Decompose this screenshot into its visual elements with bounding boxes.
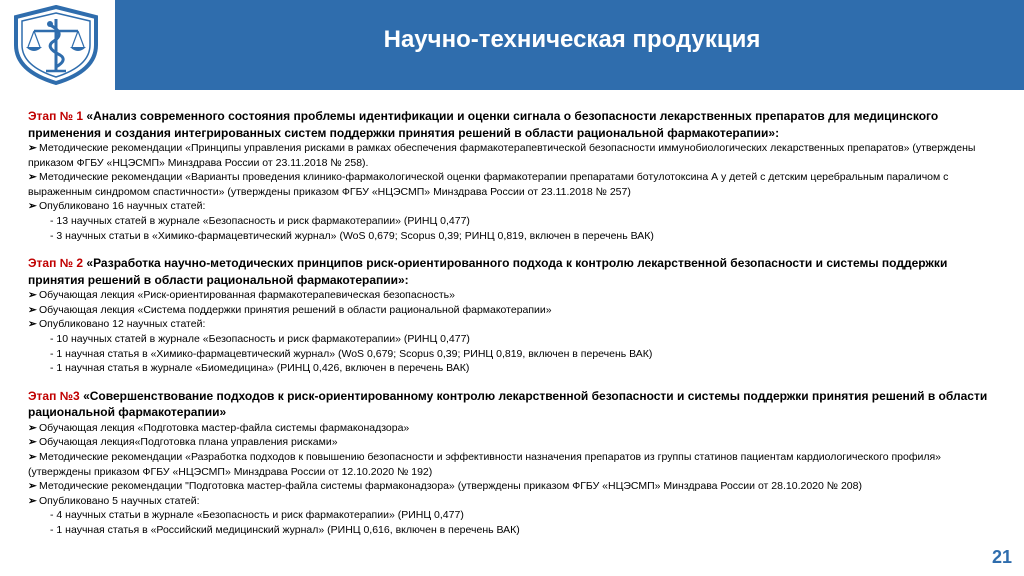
list-item-text: Методические рекомендации «Принципы управления рисками в рамках обеспечения фармакотерапевтической безопасности иммунобиологических лекарственных препаратов» (утверждены приказом ФГБУ «НЦЭСМП» Минздрава России от 23.11.2018 № 258).: [28, 142, 976, 169]
list-item: [28, 303, 1006, 318]
list-item: [28, 141, 1006, 170]
list-item-text: Методические рекомендации «Разработка подходов к повышению безопасности и эффективности назначения препаратов из группы статинов пациентам кардиологического профиля» (утверждены приказом ФГБУ «НЦЭСМП» Минздрава России от 12.10.2020 № 192): [28, 450, 941, 478]
stage-2-title: «Разработка научно-методических принципов риск-ориентированного подхода к контролю лекарственной безопасности и системы поддержки принятия решений в области рациональной фармакотерапии»:: [28, 256, 948, 287]
list-item: [28, 317, 1006, 332]
page-number: 21: [991, 547, 1012, 567]
arrow-bullet-icon: ➢: [28, 480, 37, 493]
list-item-text: Обучающая лекция«Подготовка плана управления рисками»: [39, 436, 338, 449]
arrow-bullet-icon: ➢: [28, 171, 37, 184]
list-item-text: Опубликовано 5 научных статей:: [39, 494, 200, 507]
list-item-text: Методические рекомендации «Варианты проведения клинико-фармакологической оценки фармакотерапии препаратами ботулотоксина А у детей с детским церебральным параличом с выраженным синдромом спастичности» (утверждены приказом ФГБУ «НЦЭСМП» Минздрава России от 23.11.2018 № 257): [28, 171, 949, 198]
stage-2-heading: [28, 255, 1006, 288]
list-item-text: Опубликовано 16 научных статей:: [39, 200, 206, 213]
stage-3-title: «Совершенствование подходов к риск-ориентированному контролю лекарственной безопасности и системы поддержки принятия решений в области рациональной фармакотерапии»: [28, 388, 988, 420]
sub-item: - 13 научных статей в журнале «Безопасность и риск фармакотерапии» (РИНЦ 0,477): [50, 214, 470, 227]
arrow-bullet-icon: ➢: [28, 200, 37, 213]
list-item: [28, 199, 1006, 214]
list-item-text: Обучающая лекция «Риск-ориентированная фармакотерапевическая безопасность»: [39, 289, 455, 302]
arrow-bullet-icon: ➢: [28, 494, 37, 507]
list-item-text: Опубликовано 12 научных статей:: [39, 318, 206, 331]
sub-item: - 1 научная статья в «Химико-фармацевтический журнал» (WoS 0,679; Scopus 0,39; РИНЦ 0,819, включен в перечень ВАК): [50, 347, 653, 360]
stage-1-heading: [28, 108, 1006, 141]
stage-1-label: Этап № 1: [28, 109, 84, 123]
sub-item: - 3 научных статьи в «Химико-фармацевтический журнал» (WoS 0,679; Scopus 0,39; РИНЦ 0,819, включен в перечень ВАК): [50, 229, 654, 242]
sub-item: - 4 научных статьи в журнале «Безопасность и риск фармакотерапии» (РИНЦ 0,477): [50, 509, 464, 522]
list-item: [28, 479, 1006, 494]
list-item: [28, 421, 1006, 436]
sub-item: - 1 научная статья в «Российский медицинский журнал» (РИНЦ 0,616, включен в перечень ВАК): [50, 523, 520, 536]
arrow-bullet-icon: ➢: [28, 421, 37, 434]
arrow-bullet-icon: ➢: [28, 450, 37, 463]
page-title: Научно-техническая продукция: [383, 26, 761, 53]
header-bar: [0, 0, 1024, 90]
sub-item: - 10 научных статей в журнале «Безопасность и риск фармакотерапии» (РИНЦ 0,477): [50, 332, 470, 345]
list-item-text: Обучающая лекция «Подготовка мастер-файла системы фармаконадзора»: [39, 421, 410, 434]
stage-3-label: Этап №3: [28, 388, 80, 403]
stage-3-heading: [28, 388, 1006, 421]
arrow-bullet-icon: ➢: [28, 303, 37, 316]
stage-2-label: Этап № 2: [28, 256, 84, 271]
list-item: [28, 170, 1006, 199]
pharmacy-shield-logo-icon: [10, 5, 102, 85]
list-item-text: Методические рекомендации "Подготовка мастер-файла системы фармаконадзора» (утверждены приказом ФГБУ «НЦЭСМП» Минздрава России от 28.10.2020 № 208): [39, 480, 862, 493]
stage-1-title: «Анализ современного состояния проблемы идентификации и оценки сигнала о безопасности лекарственных препаратов для медицинского применения и создания интегрированных систем поддержки принятия решений в области рациональной фармакотерапии»:: [28, 109, 939, 140]
arrow-bullet-icon: ➢: [28, 318, 37, 331]
content-body: [28, 108, 1006, 537]
list-item: [28, 450, 1006, 479]
list-item-text: Обучающая лекция «Система поддержки принятия решений в области рациональной фармакотерапии»: [39, 303, 552, 316]
list-item: [28, 435, 1006, 450]
sub-item: - 1 научная статья в журнале «Биомедицина» (РИНЦ 0,426, включен в перечень ВАК): [50, 362, 470, 375]
logo-container: [0, 0, 115, 90]
arrow-bullet-icon: ➢: [28, 289, 37, 302]
arrow-bullet-icon: ➢: [28, 436, 37, 449]
list-item: [28, 494, 1006, 509]
list-item: [28, 288, 1006, 303]
arrow-bullet-icon: ➢: [28, 142, 37, 154]
